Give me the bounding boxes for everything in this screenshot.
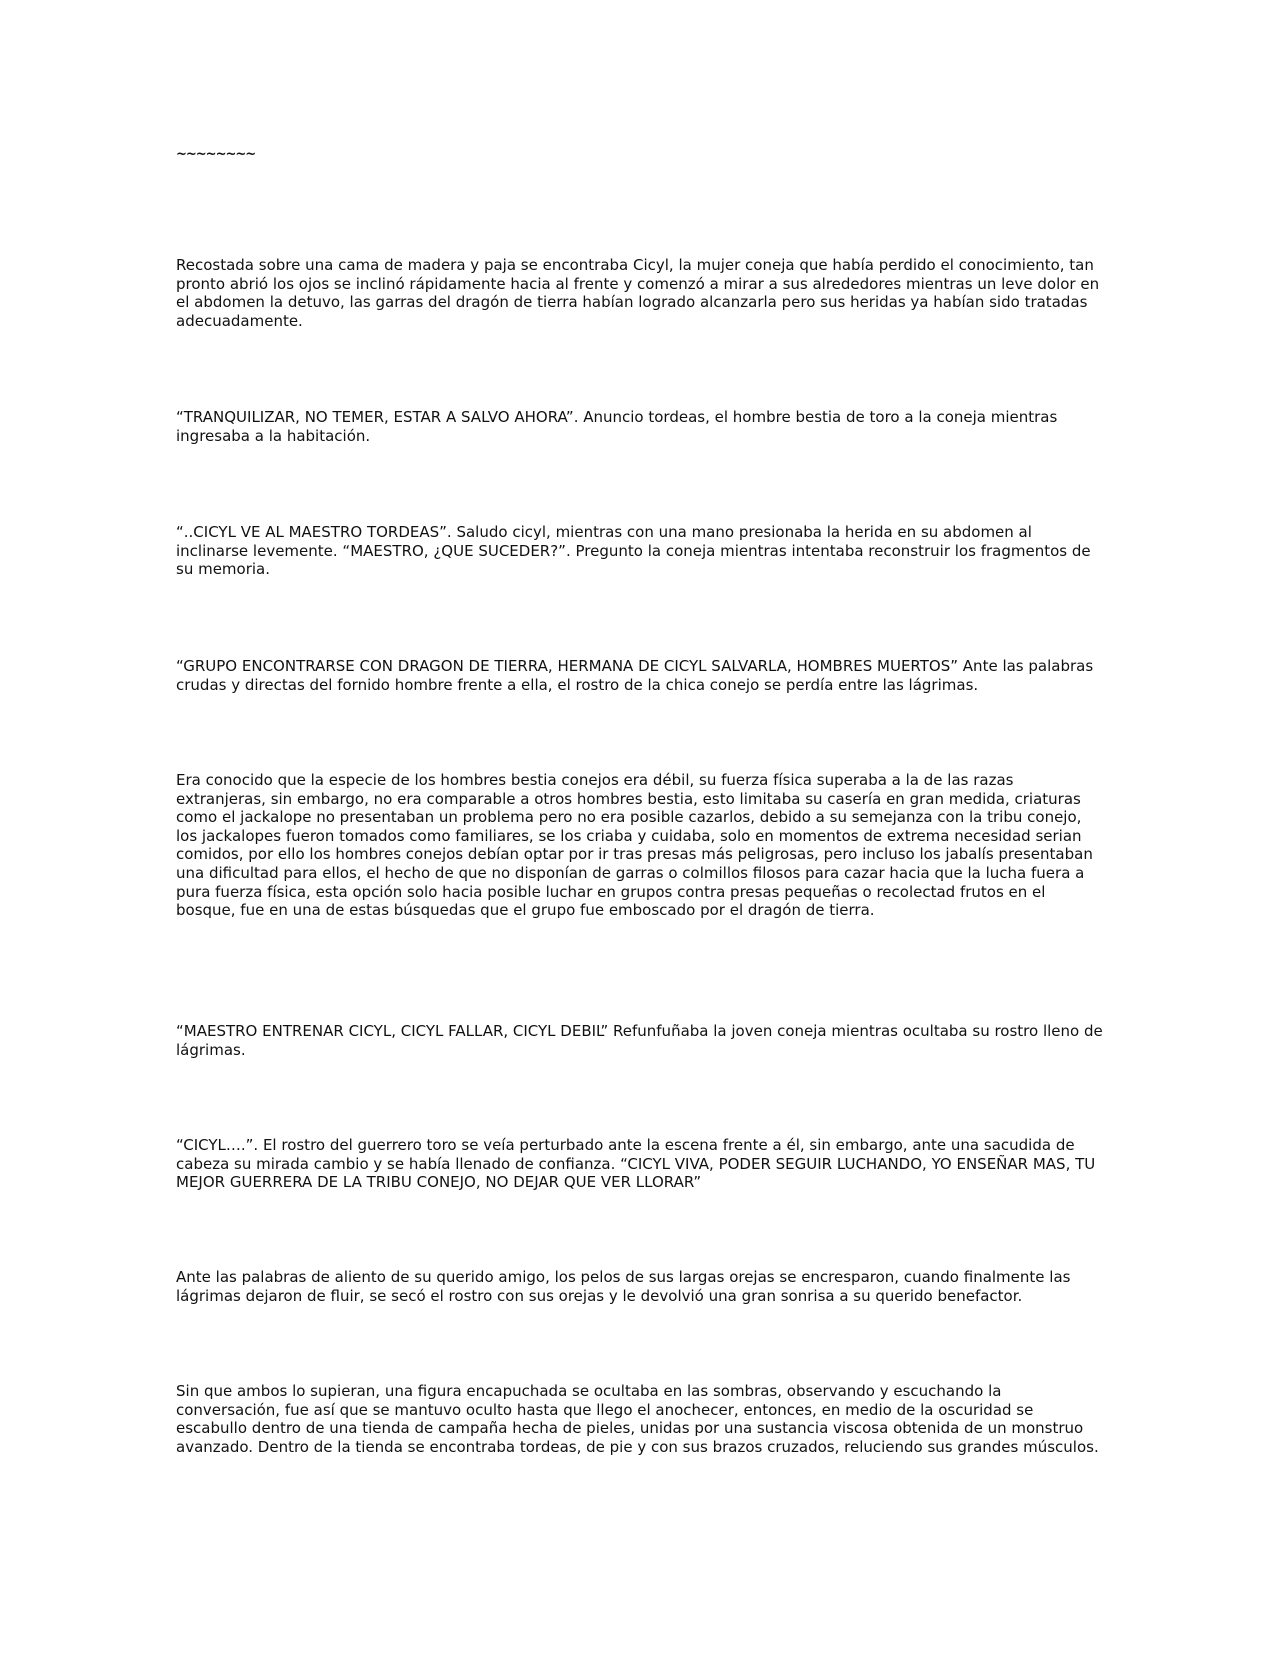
paragraph: “..CICYL VE AL MAESTRO TORDEAS”. Saludo cicyl, mientras con una mano presionaba la herida en su abdomen al inclinarse levemente. “MAESTRO, ¿QUE SUCEDER?”. Pregunto la coneja mientras intentaba reconstruir los fragmentos de su memoria. xyxy=(176,523,1091,579)
section-separator: ~~~~~~~~ xyxy=(176,147,256,162)
paragraph: Recostada sobre una cama de madera y paja se encontraba Cicyl, la mujer coneja que había perdido el conocimiento, tan pronto abrió los ojos se inclinó rápidamente hacia al frente y comenzó a mirar a sus alrededores mientras un leve dolor en el abdomen la detuvo, las garras del dragón de tierra habían logrado alcanzarla pero sus heridas ya habían sido tratadas adecuadamente. xyxy=(176,256,1100,330)
paragraph: Era conocido que la especie de los hombres bestia conejos era débil, su fuerza física superaba a la de las razas extranjeras, sin embargo, no era comparable a otros hombres bestia, esto limitaba su casería en gran medida, criaturas como el jackalope no presentaban un problema pero no era posible cazarlos, debido a su semejanza con la tribu conejo, los jackalopes fueron tomados como familiares, se los criaba y cuidaba, solo en momentos de extrema necesidad serian comidos, por ello los hombres conejos debían optar por ir tras presas más peligrosas, pero incluso los jabalís presentaban una dificultad para ellos, el hecho de que no disponían de garras o colmillos filosos para cazar hacia que la lucha fuera a pura fuerza física, esta opción solo hacia posible luchar en grupos contra presas pequeñas o recolectad frutos en el bosque, fue en una de estas búsquedas que el grupo fue emboscado por el dragón de tierra. xyxy=(176,771,1093,920)
paragraph: Sin que ambos lo supieran, una figura encapuchada se ocultaba en las sombras, observando y escuchando la conversación, fue así que se mantuvo oculto hasta que llego el anochecer, entonces, en medio de la oscuridad se escabullo dentro de una tienda de campaña hecha de pieles, unidas por una sustancia viscosa obtenida de un monstruo avanzado. Dentro de la tienda se encontraba tordeas, de pie y con sus brazos cruzados, reluciendo sus grandes músculos. xyxy=(176,1382,1099,1456)
paragraph: Ante las palabras de aliento de su querido amigo, los pelos de sus largas orejas se encresparon, cuando finalmente las lágrimas dejaron de fluir, se secó el rostro con sus orejas y le devolvió una gran sonrisa a su querido benefactor. xyxy=(176,1268,1071,1305)
paragraph: “TRANQUILIZAR, NO TEMER, ESTAR A SALVO AHORA”. Anuncio tordeas, el hombre bestia de toro a la coneja mientras ingresaba a la habitación. xyxy=(176,408,1058,445)
paragraph: “CICYL….”. El rostro del guerrero toro se veía perturbado ante la escena frente a él, sin embargo, ante una sacudida de cabeza su mirada cambio y se había llenado de confianza. “CICYL VIVA, PODER SEGUIR LUCHANDO, YO ENSEÑAR MAS, TU MEJOR GUERRERA DE LA TRIBU CONEJO, NO DEJAR QUE VER LLORAR” xyxy=(176,1136,1096,1192)
paragraph: “MAESTRO ENTRENAR CICYL, CICYL FALLAR, CICYL DEBIL” Refunfuñaba la joven coneja mientras ocultaba su rostro lleno de lágrimas. xyxy=(176,1022,1103,1059)
paragraph: “GRUPO ENCONTRARSE CON DRAGON DE TIERRA, HERMANA DE CICYL SALVARLA, HOMBRES MUERTOS” Ante las palabras crudas y directas del fornido hombre frente a ella, el rostro de la chica conejo se perdía entre las lágrimas. xyxy=(176,657,1094,694)
